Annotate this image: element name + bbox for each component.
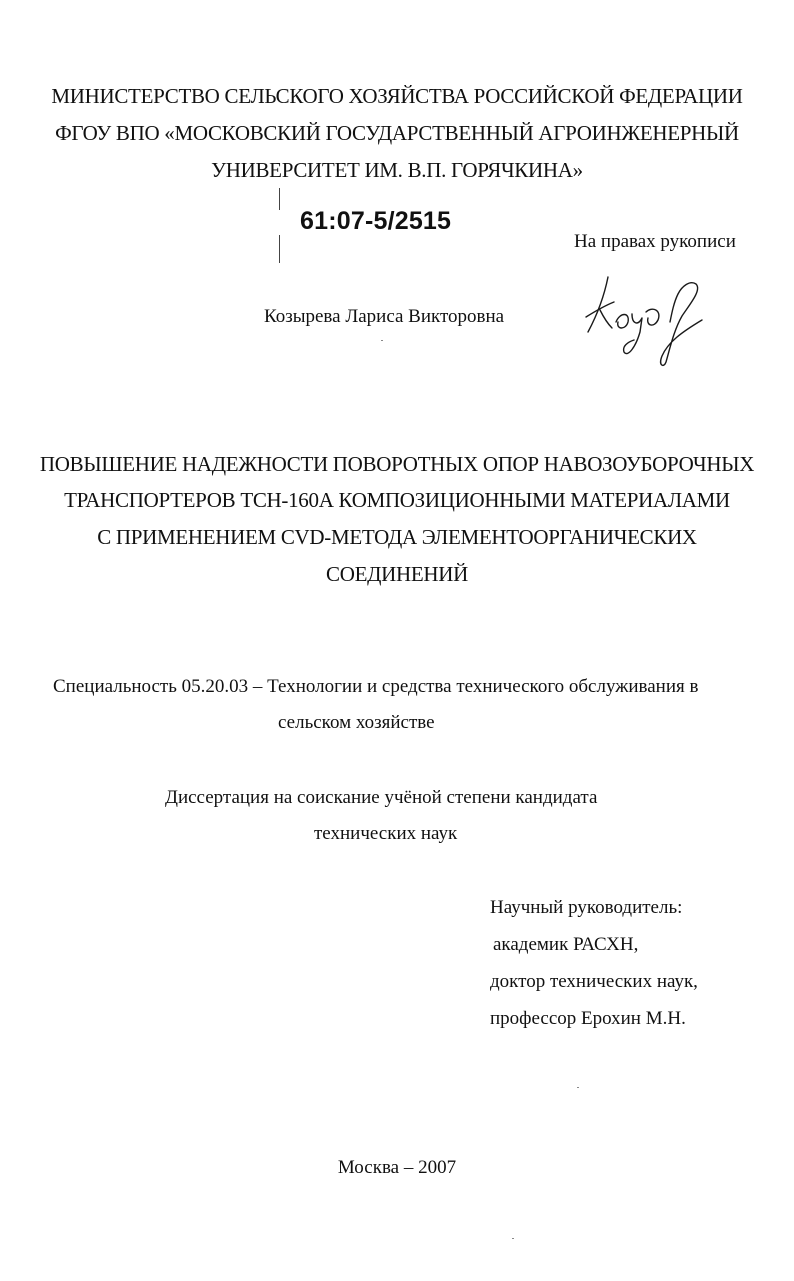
scan-speck: [381, 340, 383, 341]
university-heading-line1: ФГОУ ВПО «МОСКОВСКИЙ ГОСУДАРСТВЕННЫЙ АГРОИНЖЕНЕРНЫЙ: [55, 121, 739, 145]
dissertation-title-line4: СОЕДИНЕНИЙ: [326, 562, 468, 586]
scan-speck: [577, 1087, 579, 1088]
ministry-heading: МИНИСТЕРСТВО СЕЛЬСКОГО ХОЗЯЙСТВА РОССИЙСКОЙ ФЕДЕРАЦИИ: [51, 84, 743, 108]
library-stamp-number: 61:07-5/2515: [300, 207, 452, 235]
place-and-year: Москва – 2007: [337, 1157, 457, 1178]
dissertation-title-line3: С ПРИМЕНЕНИЕМ CVD-МЕТОДА ЭЛЕМЕНТООРГАНИЧЕСКИХ: [97, 525, 697, 549]
specialty-line2: сельском хозяйстве: [278, 712, 435, 733]
scan-speck: [512, 1238, 514, 1239]
degree-line1: Диссертация на соискание учёной степени кандидата: [165, 787, 598, 808]
dissertation-title-line2: ТРАНСПОРТЕРОВ ТСН-160А КОМПОЗИЦИОННЫМИ МАТЕРИАЛАМИ: [64, 488, 730, 512]
author-name: Козырева Лариса Викторовна: [264, 306, 505, 327]
degree-line2: технических наук: [314, 823, 458, 844]
supervisor-name: профессор Ерохин М.Н.: [490, 1008, 686, 1029]
stamp-divider-bottom: [279, 235, 280, 263]
dissertation-title-line1: ПОВЫШЕНИЕ НАДЕЖНОСТИ ПОВОРОТНЫХ ОПОР НАВОЗОУБОРОЧНЫХ: [39, 452, 755, 476]
specialty-line1: Специальность 05.20.03 – Технологии и средства технического обслуживания в: [53, 676, 699, 697]
university-heading-line2: УНИВЕРСИТЕТ ИМ. В.П. ГОРЯЧКИНА»: [211, 158, 583, 182]
supervisor-degree: доктор технических наук,: [490, 971, 698, 992]
supervisor-title-academician: академик РАСХН,: [493, 934, 639, 955]
supervisor-heading: Научный руководитель:: [490, 897, 683, 918]
stamp-divider-top: [279, 188, 280, 210]
manuscript-rights-note: На правах рукописи: [574, 231, 736, 252]
handwritten-signature: [578, 272, 708, 370]
